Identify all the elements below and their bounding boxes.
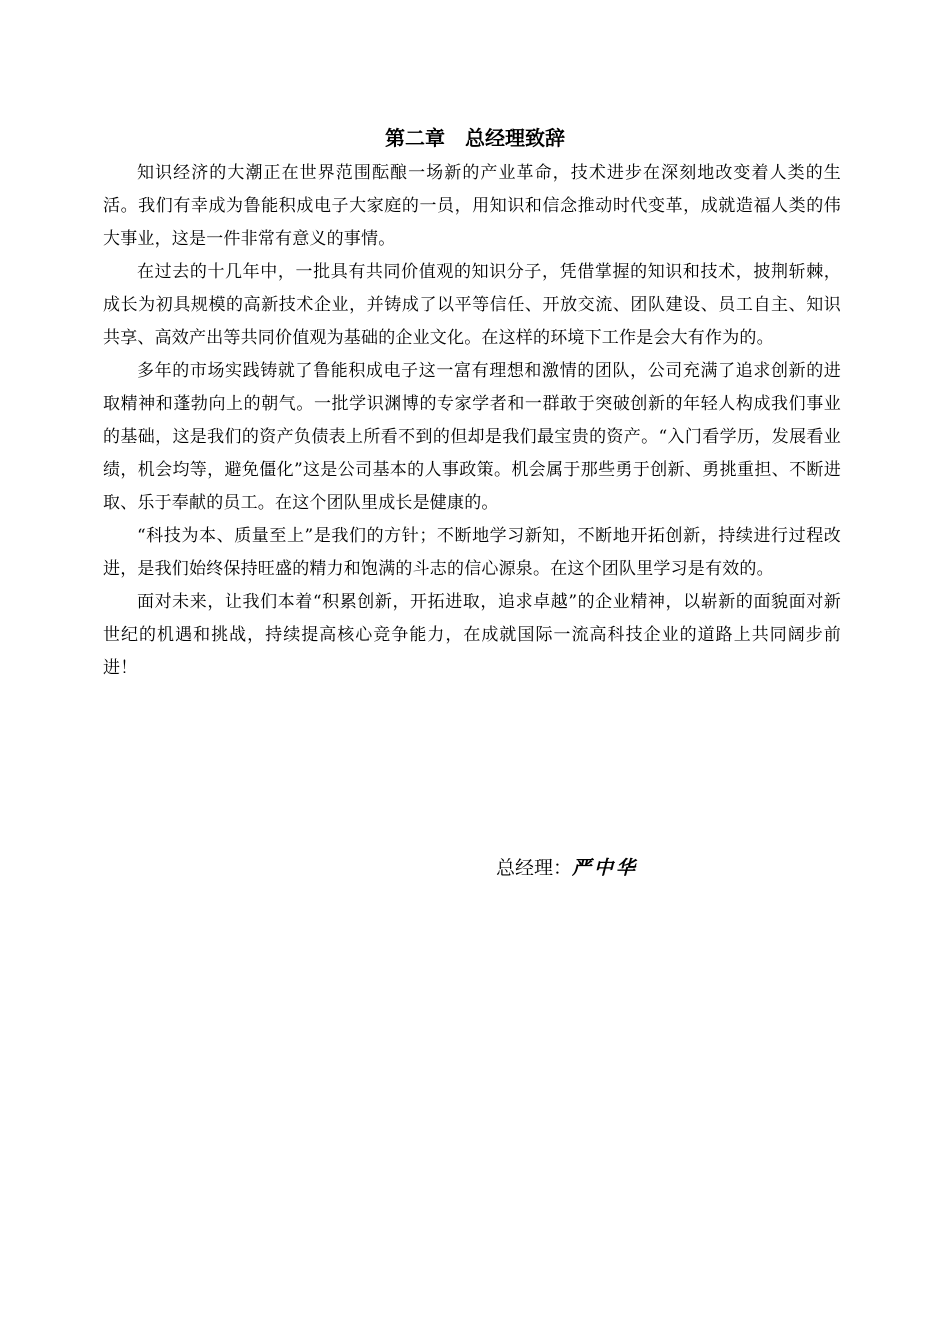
signature-name: 严中华	[572, 857, 639, 879]
paragraph-2: 在过去的十几年中，一批具有共同价值观的知识分子，凭借掌握的知识和技术，披荆斩棘，成长为初具规模的高新技术企业，并铸成了以平等信任、开放交流、团队建设、员工自主、知识共享、高效产出等共同价值观为基础的企业文化。在这样的环境下工作是会大有作为的。	[103, 262, 841, 348]
signature-block	[496, 852, 638, 884]
paragraph-3: 多年的市场实践铸就了鲁能积成电子这一富有理想和激情的团队，公司充满了追求创新的进取精神和蓬勃向上的朝气。一批学识渊博的专家学者和一群敢于突破创新的年轻人构成我们事业的基础，这是我们的资产负债表上所看不到的但却是我们最宝贵的资产。“入门看学历，发展看业绩，机会均等，避免僵化”这是公司基本的人事政策。机会属于那些勇于创新、勇挑重担、不断进取、乐于奉献的员工。在这个团队里成长是健康的。	[103, 361, 841, 513]
chapter-title: 第二章 总经理致辞	[385, 126, 565, 150]
body-text	[103, 157, 841, 685]
paragraph-1: 知识经济的大潮正在世界范围酝酿一场新的产业革命，技术进步在深刻地改变着人类的生活。我们有幸成为鲁能积成电子大家庭的一员，用知识和信念推动时代变革，成就造福人类的伟大事业，这是一件非常有意义的事情。	[103, 163, 841, 249]
signature-label: 总经理：	[496, 857, 573, 879]
paragraph-5: 面对未来，让我们本着“积累创新，开拓进取，追求卓越”的企业精神，以崭新的面貌面对新世纪的机遇和挑战，持续提高核心竞争能力，在成就国际一流高科技企业的道路上共同阔步前进！	[103, 592, 841, 678]
paragraph-4: “科技为本、质量至上”是我们的方针；不断地学习新知，不断地开拓创新，持续进行过程改进，是我们始终保持旺盛的精力和饱满的斗志的信心源泉。在这个团队里学习是有效的。	[103, 526, 841, 579]
